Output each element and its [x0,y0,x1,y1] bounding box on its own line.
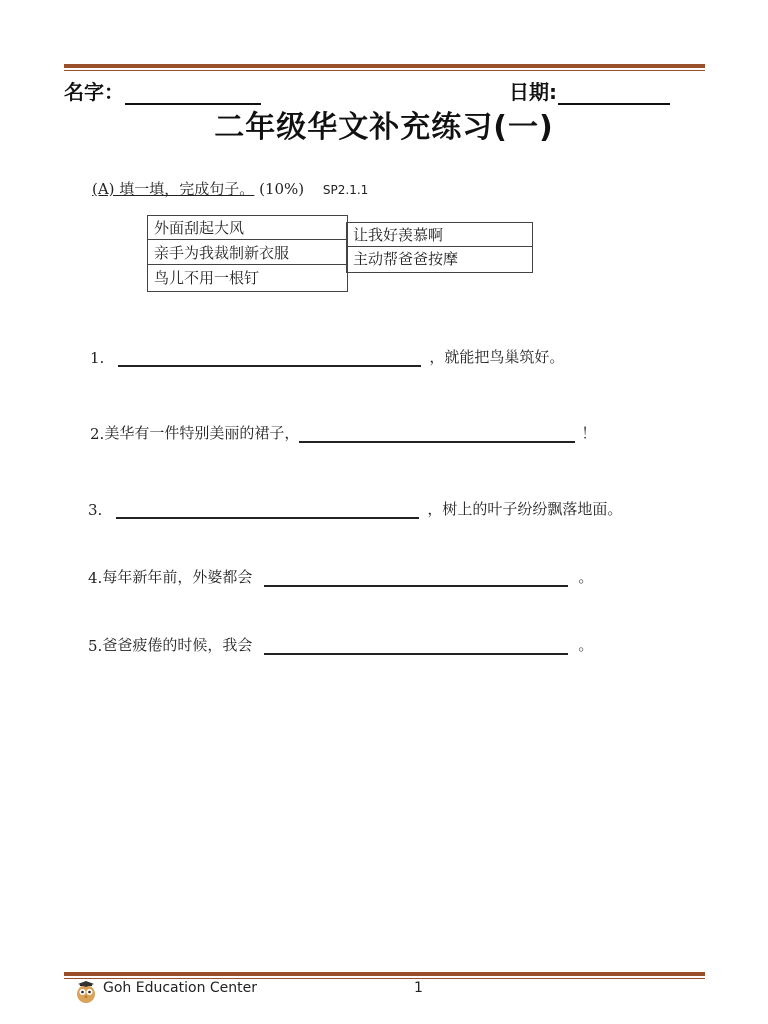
word-bank-item: 主动帮爸爸按摩 [353,250,459,268]
date-field [509,76,670,105]
word-bank-right [346,222,533,273]
date-label: 日期: [509,80,557,104]
page-number: 1 [414,980,423,996]
question-text-before: 爸爸疲倦的时候，我会 [102,636,253,654]
header-rule [64,64,705,71]
question-text-after: ！ [581,424,597,442]
question-text-after: ，树上的叶子纷纷飘落地面。 [427,500,623,518]
name-label: 名字： [64,80,124,104]
question-1 [90,346,564,367]
question-4 [88,566,593,587]
answer-blank-5[interactable] [264,641,568,655]
name-field [64,76,261,105]
question-number: 3. [88,501,103,519]
answer-blank-2[interactable] [299,429,575,443]
question-5 [88,634,593,655]
answer-blank-1[interactable] [118,353,421,367]
word-bank-item: 外面刮起大风 [148,216,347,240]
owl-logo-icon [74,980,98,1004]
answer-blank-3[interactable] [116,505,419,519]
page-title: 二年级华文补充练习(一) [214,110,554,145]
question-number: 5. [88,637,103,655]
question-text-before: 美华有一件特别美丽的裙子， [104,424,300,442]
question-number: 4. [88,569,103,587]
word-bank-left [147,215,348,292]
word-bank-item: 亲手为我裁制新衣服 [148,241,347,265]
footer-org: Goh Education Center [103,980,258,996]
footer-rule [64,972,705,979]
section-a-percent: (10%) [259,180,305,198]
answer-blank-4[interactable] [264,573,568,587]
word-bank-item: 让我好羡慕啊 [347,223,532,247]
section-a-instruction: (A) 填一填，完成句子。 [92,180,255,198]
section-a-heading [92,178,368,199]
question-3 [88,498,622,519]
word-bank-item: 鸟儿不用一根钉 [154,269,260,287]
question-2 [90,422,596,443]
question-number: 1. [90,349,105,367]
question-text-before: 每年新年前，外婆都会 [102,568,253,586]
section-a-code: SP2.1.1 [322,183,369,197]
question-text-after: ，就能把鸟巢筑好。 [429,348,565,366]
question-text-after: 。 [578,636,594,654]
question-number: 2. [90,425,105,443]
question-text-after: 。 [578,568,594,586]
